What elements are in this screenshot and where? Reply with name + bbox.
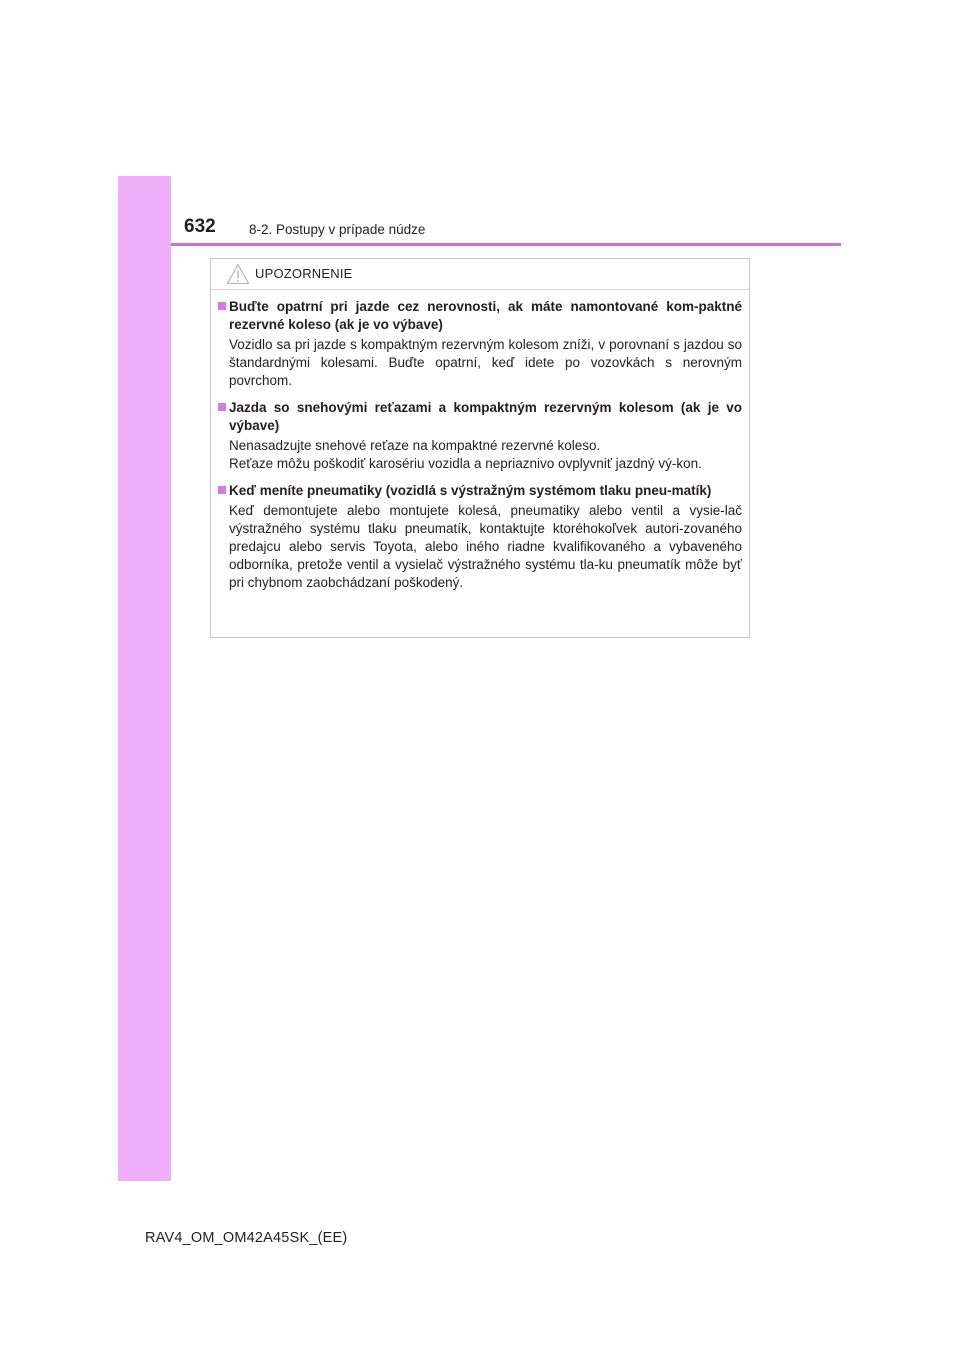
page-header: [171, 212, 841, 246]
caution-item-heading: Jazda so snehovými reťazami a kompaktným rezervným kolesom (ak je vo výbave): [229, 400, 742, 433]
caution-item-text: Keď demontujete alebo montujete kolesá, pneumatiky alebo ventil a vysie-lač výstražného systému tlaku pneumatík, kontaktujte ktoréhokoľvek autori-zovaného predajcu alebo servis Toyota, alebo iného riadne kvalifikovaného a vybaveného odborníka, pretože ventil a vysielač výstražného systému tla-ku pneumatík môže byť pri chybnom zaobchádzaní poškodený.: [229, 503, 742, 590]
caution-header: [211, 259, 749, 290]
caution-item: [218, 482, 742, 592]
bullet-square-icon: [218, 486, 226, 494]
caution-item-text: Vozidlo sa pri jazde s kompaktným rezervným kolesom zníži, v porovnaní s jazdou so štandardnými kolesami. Buďte opatrní, keď idete po vozovkách s nerovným povrchom.: [229, 337, 742, 388]
caution-label: UPOZORNENIE: [255, 266, 353, 281]
caution-box: [210, 258, 750, 638]
document-code: RAV4_OM_OM42A45SK_(EE): [145, 1230, 348, 1246]
caution-item-heading: Buďte opatrní pri jazde cez nerovnosti, ak máte namontované kom-paktné rezervné koleso (ak je vo výbave): [229, 299, 742, 332]
chapter-title: 8-2. Postupy v prípade núdze: [249, 222, 426, 237]
bullet-square-icon: [218, 403, 226, 411]
caution-item: [218, 399, 742, 473]
bullet-square-icon: [218, 302, 226, 310]
chapter-tab-bar: [118, 176, 171, 1181]
caution-item: [218, 298, 742, 390]
caution-item-text: Reťaze môžu poškodiť karosériu vozidla a nepriaznivo ovplyvniť jazdný vý-kon.: [229, 456, 702, 471]
warning-triangle-icon: [226, 263, 250, 285]
caution-item-heading: Keď meníte pneumatiky (vozidlá s výstražným systémom tlaku pneu-matík): [229, 483, 712, 498]
page-number: 632: [184, 216, 216, 237]
caution-body: [211, 290, 749, 592]
caution-item-text: Nenasadzujte snehové reťaze na kompaktné rezervné koleso.: [229, 438, 601, 453]
header-rule: [171, 243, 841, 246]
